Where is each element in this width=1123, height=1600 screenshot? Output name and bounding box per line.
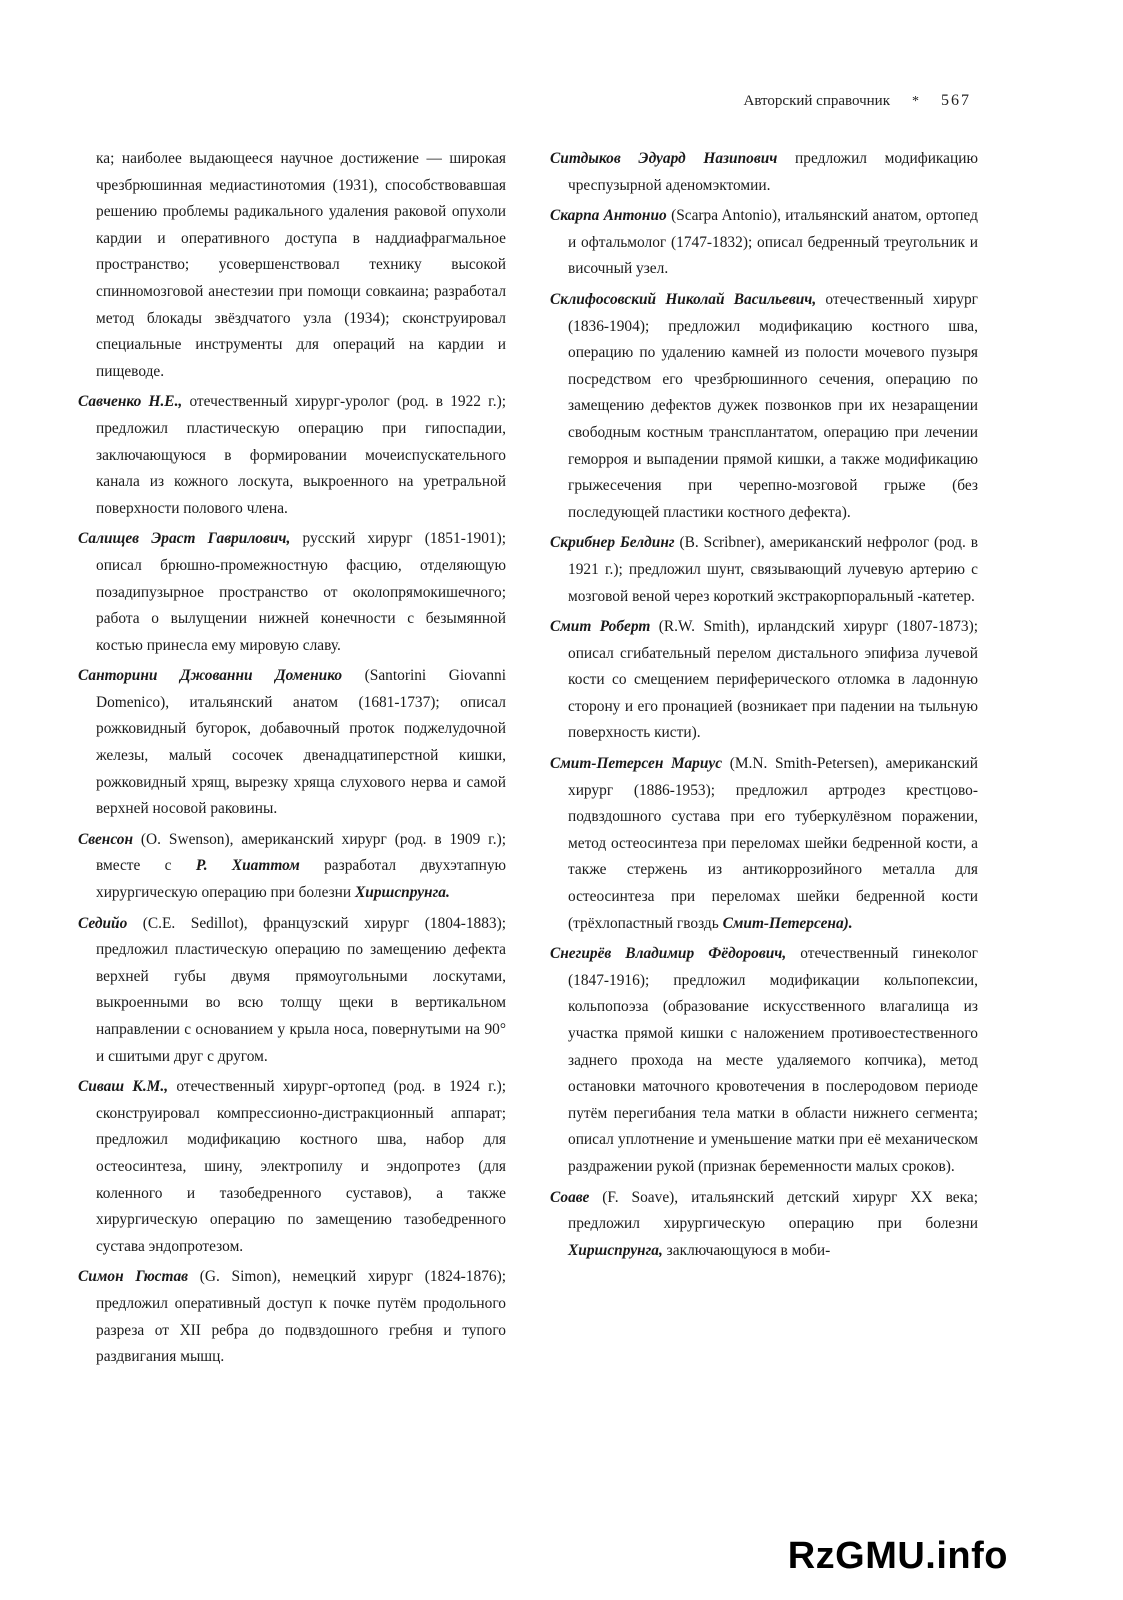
entry-headword: Соаве [550,1188,590,1206]
header-separator: * [912,94,919,109]
page-header [744,92,971,110]
entry-cross-reference: Смит-Петерсена). [722,914,853,932]
entry-headword: Смит Роберт [550,618,651,636]
entry-text: предложил модификацию чреспузырной аденомэктомии. [568,150,978,194]
dictionary-entry [78,911,506,1071]
entry-text: (B. Scribner), американский нефролог (род. в 1921 г.); предложил шунт, связывающий лучевую артерию с мозговой веной через короткий экстракорпоральный -катетер. [568,534,978,605]
entry-text: (M.N. Smith-Petersen), американский хирург (1886-1953); предложил артродез крестцово-подвздошного сустава при его туберкулёзном поражении, метод остеосинтеза при переломах шейки бедренной кости, а также стержень из антикоррозийного металла для остеосинтеза при переломах шейки бедренной кости (трёхлопастный гвоздь [568,755,979,932]
entry-headword: Савченко Н.Е., [78,393,183,411]
entry-headword: Симон Гюстав [78,1268,189,1286]
dictionary-entry [550,203,978,283]
entry-cross-reference: Хиршспрунга. [355,884,450,902]
running-title: Авторский справочник [743,93,890,109]
entry-cross-reference: Хиршспрунга, [568,1241,663,1259]
dictionary-entry [78,526,506,659]
entry-text: отечественный хирург (1836-1904); предложил модификацию костного шва, операцию по удалению камней из полости мочевого пузыря посредством его чрезбрюшинного сечения, операцию по замещению дефектов дужек позвонков при их незаращении свободным костным трансплантатом, операцию при лечении геморроя и выпадении прямой кишки, а также модификацию грыжесечения при черепно-мозговой грыже (без последующей пластики костного дефекта). [568,290,978,521]
entry-headword: Снегирёв Владимир Фёдорович, [550,945,787,963]
entry-text: (Santorini Giovanni Domenico), итальянский анатом (1681-1737); описал рожковидный бугорок, добавочный проток поджелудочной железы, малый сосочек двенадцатиперстной кишки, рожковидный хрящ, вырезку хряща слухового нерва и самой верхней носовой раковины. [96,667,507,818]
dictionary-entry [550,287,978,526]
entry-text: (G. Simon), немецкий хирург (1824-1876); предложил оперативный доступ к почке путём продольного разреза от XII ребра до подвздошного гребня и тупого раздвигания мышц. [96,1268,506,1366]
page-number: 567 [941,92,971,109]
dictionary-entry [550,941,978,1180]
right-column [550,146,978,1375]
page-body [78,146,978,1375]
dictionary-entry-continuation [78,146,506,385]
entry-text: отечественный гинеколог (1847-1916); предложил модификации кольпопексии, кольпопоэза (образование искусственного влагалища из участка прямой кишки с наложением противоестественного заднего прохода на месте удаляемого копчика), метод остановки маточного кровотечения в послеродовом периоде путём перегибания тела матки в области нижнего сегмента; описал уплотнение и уменьшение матки при её механическом раздражении рукой (признак беременности малых сроков). [568,945,978,1175]
entry-text: (C.E. Sedillot), французский хирург (1804-1883); предложил пластическую операцию по замещению дефекта верхней губы двумя прямоугольными лоскутами, выкроенными во всю толщу щеки в вертикальном направлении с основанием у крыла носа, повернутыми на 90° и сшитыми друг с другом. [96,914,506,1065]
entry-text: заключающуюся в моби- [662,1241,831,1259]
entry-cross-reference: Р. Хиаттом [195,857,300,875]
entry-text: (R.W. Smith), ирландский хирург (1807-1873); описал сгибательный перелом дистального эпифиза лучевой кости со смещением периферического отломка в ладонную сторону и его пронацией (возникает при падении на тыльную поверхность кисти). [568,618,979,742]
dictionary-entry [78,663,506,823]
entry-headword: Склифосовский Николай Васильевич, [550,290,817,308]
entry-headword: Седийо [78,914,128,932]
left-column [78,146,506,1375]
entry-text: русский хирург (1851-1901); описал брюшно-промежностную фасцию, отделяющую позадипузырное пространство от околопрямокишечного; работа о вылущении нижней конечности с безымянной костью принесла ему мировую славу. [96,530,507,654]
dictionary-entry [550,146,978,199]
entry-headword: Смит-Петерсен Мариус [550,755,723,773]
dictionary-entry [550,530,978,610]
entry-headword: Свенсон [78,830,134,848]
dictionary-entry [550,1185,978,1265]
entry-headword: Ситдыков Эдуард Назипович [550,150,778,167]
dictionary-entry [550,614,978,747]
site-watermark: RzGMU.info [787,1535,1008,1577]
dictionary-entry [78,1264,506,1370]
entry-text: ка; наиболее выдающееся научное достижение — широкая чрезбрюшинная медиастинотомия (1931), способствовавшая решению проблемы радикального удаления раковой опухоли кардии и оперативного доступа в наддиафрагмальное пространство; усовершенствовал технику высокой спинномозговой анестезии при помощи совкаина; разработал метод блокады звёздчатого узла (1934); сконструировал специальные инструменты для операций на кардии и пищеводе. [96,150,506,380]
entry-headword: Скрибнер Белдинг [550,534,675,552]
entry-text: отечественный хирург-уролог (род. в 1922 г.); предложил пластическую операцию при гипоспадии, заключающуюся в формировании мочеиспускательного канала из кожного лоскута, выкроенного на уретральной поверхности полового члена. [96,393,506,517]
dictionary-entry [78,389,506,522]
entry-headword: Сиваш К.М., [78,1078,169,1096]
entry-headword: Санторини Джованни Доменико [78,667,343,685]
entry-text: (F. Soave), итальянский детский хирург XX века; предложил хирургическую операцию при болезни [568,1188,978,1233]
entry-headword: Салищев Эраст Гаврилович, [78,530,291,548]
entry-text: (Scarpa Antonio), итальянский анатом, ортопед и офтальмолог (1747-1832); описал бедренный треугольник и височный узел. [568,207,978,278]
entry-headword: Скарпа Антонио [550,207,667,225]
entry-text: отечественный хирург-ортопед (род. в 1924 г.); сконструировал компрессионно-дистракционный аппарат; предложил модификацию костного шва, набор для остеосинтеза, шину, электропилу и эндопротез (для коленного и тазобедренного суставов), а также хирургическую операцию по замещению тазобедренного сустава эндопротезом. [96,1078,506,1255]
entry-text: (O. Swenson), американский хирург (род. в 1909 г.); вместе с [96,830,506,875]
dictionary-entry [78,827,506,907]
dictionary-entry [550,751,978,937]
dictionary-entry [78,1074,506,1260]
entry-text: разработал двухэтапную хирургическую операцию при болезни [96,857,507,902]
